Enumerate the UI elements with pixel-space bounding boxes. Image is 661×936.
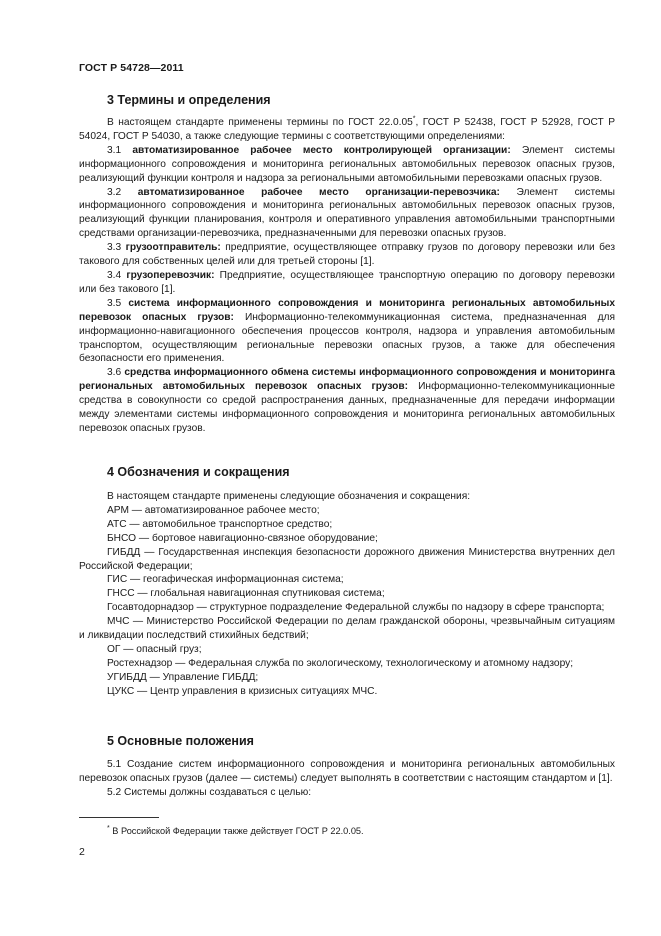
term-number: 3.5 — [107, 297, 122, 309]
section-5-body — [79, 758, 615, 800]
intro-text-a: В настоящем стандарте применены термины по ГОСТ 22.0.05 — [107, 117, 413, 128]
paragraph-5-1: 5.1 Создание систем информационного сопровождения и мониторинга региональных автомобильных перевозок опасных грузов (далее — системы) следует выполнять в соответствии с настоящим стандартом и [1]. — [79, 759, 615, 784]
page-number: 2 — [79, 846, 85, 858]
abbrev-item: БНСО — бортовое навигационно-связное оборудование; — [107, 532, 378, 544]
term-definition: Элемент системы информационного сопровождения и мониторинга региональных автомобильных перевозок опасных грузов, реализующий функции контроля и надзора за региональными автомобильными перевозками опасных грузов. — [79, 144, 615, 184]
section-3-title: 3 Термины и определения — [107, 93, 271, 107]
term-number: 3.6 — [107, 367, 122, 379]
footnote-text: В Российской Федерации также действует ГОСТ Р 22.0.05. — [109, 826, 364, 836]
term-name: средства информационного обмена системы информационного сопровождения и мониторинга региональных автомобильных перевозок опасных грузов: — [79, 367, 615, 393]
footnote-mark: * — [107, 824, 110, 832]
section-4-intro: В настоящем стандарте применены следующие обозначения и сокращения: — [107, 491, 471, 502]
section-3-body — [79, 116, 615, 436]
term-number: 3.2 — [107, 186, 122, 198]
term-3-1 — [79, 144, 615, 186]
section-5-title: 5 Основные положения — [107, 734, 254, 748]
term-3-2 — [79, 186, 615, 242]
term-definition: Информационно-телекоммуникационные средства в совокупности со средой распространения данных, предназначенные для передачи информации между элементами системы информационного сопровождения и мониторинга региональных автомобильных перевозок опасных грузов. — [79, 381, 615, 434]
term-definition: предприятие, осуществляющее отправку грузов по договору перевозки или без такового для собственных целей или для третьей стороны [1]. — [79, 242, 615, 268]
footnote-divider — [79, 817, 159, 818]
term-name: автоматизированное рабочее место контролирующей организации: — [132, 144, 511, 156]
section-3-intro — [79, 116, 615, 144]
abbrev-item: Ростехнадзор — Федеральная служба по экологическому, технологическому и атомному надзору; — [107, 657, 574, 669]
section-4-body — [79, 490, 615, 699]
abbrev-item: АТС — автомобильное транспортное средство; — [107, 518, 333, 530]
term-3-3 — [79, 241, 615, 269]
abbrev-item: ОГ — опасный груз; — [107, 643, 202, 655]
abbrev-item: ГИС — геогафическая информационная система; — [107, 574, 344, 586]
term-3-6 — [79, 366, 615, 436]
abbrev-item: МЧС — Министерство Российской Федерации по делам гражданской обороны, чрезвычайным ситуациям и ликвидации последствий стихийных бедствий; — [79, 616, 615, 642]
term-number: 3.3 — [107, 242, 122, 254]
footnote-ref: * — [412, 115, 416, 123]
term-number: 3.4 — [107, 269, 122, 281]
abbrev-item: Госавтодорнадзор — структурное подразделение Федеральной службы по надзору в сфере транспорта; — [107, 602, 605, 614]
term-name: автоматизированное рабочее место организации-перевозчика: — [137, 186, 500, 198]
abbrev-item: УГИБДД — Управление ГИБДД; — [107, 671, 259, 683]
term-definition: Предприятие, осуществляющее транспортную операцию по договору перевозки или без такового [1]. — [79, 269, 615, 295]
term-3-5 — [79, 297, 615, 367]
document-header-id: ГОСТ Р 54728—2011 — [79, 62, 184, 74]
term-name: грузоперевозчик: — [126, 269, 215, 281]
term-definition: Информационно-телекоммуникационная система, предназначенная для информационно-навигационного обеспечения процессов контроля, надзора и управления автомобильным транспортом, осуществляющим региональные перевозки опасных грузов, а также для обеспечения безопасности его применения. — [79, 311, 615, 365]
term-name: система информационного сопровождения и мониторинга региональных автомобильных перевозок опасных грузов: — [79, 297, 615, 323]
term-3-4 — [79, 269, 615, 297]
abbrev-item: ГИБДД — Государственная инспекция безопасности дорожного движения Министерства внутренних дел Российской Федерации; — [79, 546, 615, 572]
footnote — [107, 826, 364, 836]
intro-text-b: , ГОСТ Р 52438, ГОСТ Р 52928, ГОСТ Р 54024, ГОСТ Р 54030, а также следующие термины с соответствующими определениями: — [79, 117, 615, 142]
section-4-title: 4 Обозначения и сокращения — [107, 465, 290, 479]
term-number: 3.1 — [107, 144, 122, 156]
term-definition: Элемент системы информационного сопровождения и мониторинга региональных автомобильных перевозок опасных грузов, реализующий функции планирования, контроля и оперативного управления автомобильными транспортными средствами организации-перевозчика, предназначенными для перевозки опасных грузов. — [79, 186, 615, 240]
abbrev-item: ГНСС — глобальная навигационная спутниковая система; — [107, 588, 385, 600]
term-name: грузоотправитель: — [125, 242, 221, 254]
abbrev-item: АРМ — автоматизированное рабочее место; — [107, 504, 320, 516]
abbrev-item: ЦУКС — Центр управления в кризисных ситуациях МЧС. — [107, 685, 378, 697]
paragraph-5-2: 5.2 Системы должны создаваться с целью: — [107, 786, 312, 798]
